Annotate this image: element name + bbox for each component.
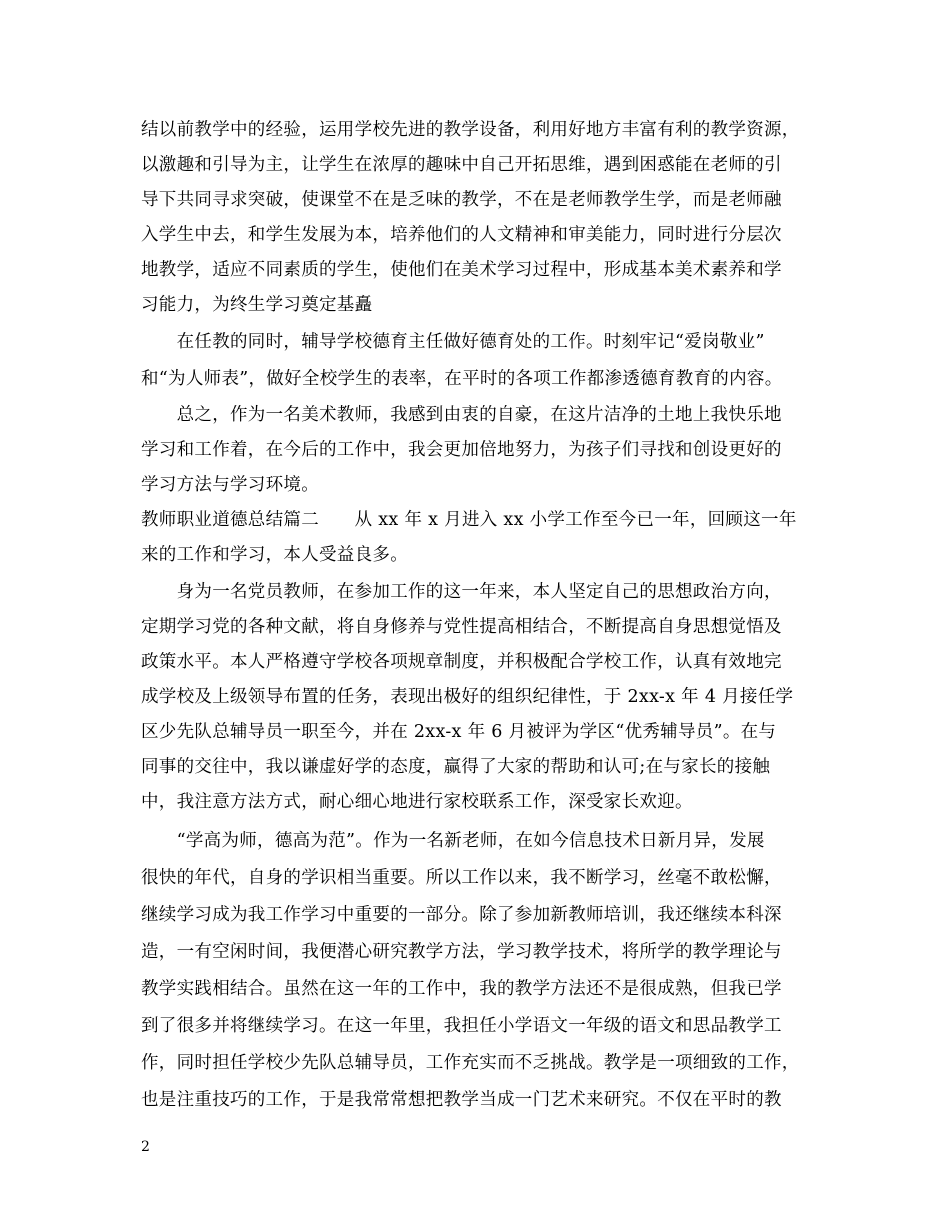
text-line: 身为一名党员教师，在参加工作的这一年来，本人坚定自己的思想政治方向， [141,582,782,602]
text-line: 也是注重技巧的工作，于是我常常想把教学当成一门艺术来研究。不仅在平时的教 [141,1090,782,1110]
text-line: 定期学习党的各种文献，将自身修养与党性提高相结合，不断提高自身思想觉悟及 [141,617,782,637]
text-line: 入学生中去，和学生发展为本，培养他们的人文精神和审美能力，同时进行分层次 [141,225,782,245]
text-line: 和“为人师表”，做好全校学生的表率，在平时的各项工作都渗透德育教育的内容。 [141,369,783,389]
text-line: 以激趣和引导为主，让学生在浓厚的趣味中自己开拓思维，遇到困惑能在老师的引 [141,155,782,175]
text-line: 地教学，适应不同素质的学生，使他们在美术学习过程中，形成基本美术素养和学 [141,260,782,280]
text-line: 结以前教学中的经验，运用学校先进的教学设备，利用好地方丰富有利的教学资源， [141,120,800,140]
text-line: 继续学习成为我工作学习中重要的一部分。除了参加新教师培训，我还继续本科深 [141,905,782,925]
text-line: 教学实践相结合。虽然在这一年的工作中，我的教学方法还不是很成熟，但我已学 [141,979,782,999]
text-line: 中，我注意方法方式，耐心细心地进行家校联系工作，深受家长欢迎。 [141,792,693,812]
text-line: 到了很多并将继续学习。在这一年里，我担任小学语文一年级的语文和思品教学工 [141,1016,782,1036]
text-line: 习能力，为终生学习奠定基矗 [141,295,373,315]
text-line: 政策水平。本人严格遵守学校各项规章制度，并积极配合学校工作，认真有效地完 [141,652,782,672]
text-line: 导下共同寻求突破，使课堂不在是乏味的教学，不在是老师教学生学，而是老师融 [141,190,782,210]
text-line: 同事的交往中，我以谦虚好学的态度，赢得了大家的帮助和认可;在与家长的接触 [141,757,771,777]
text-line: 来的工作和学习，本人受益良多。 [141,545,408,565]
text-line: 在任教的同时，辅导学校德育主任做好德育处的工作。时刻牢记“爱岗敬业” [141,332,765,352]
page-number: 2 [141,1139,150,1155]
text-line: 作，同时担任学校少先队总辅导员，工作充实而不乏挑战。教学是一项细致的工作， [141,1053,800,1073]
text-line: 区少先队总辅导员一职至今，并在 2xx-x 年 6 月被评为学区“优秀辅导员”。在与 [141,722,777,742]
text-line: 成学校及上级领导布置的任务，表现出极好的组织纪律性，于 2xx-x 年 4 月接任学 [141,687,794,707]
text-line: 很快的年代，自身的学识相当重要。所以工作以来，我不断学习，丝毫不敢松懈， [141,868,782,888]
text-line: 总之，作为一名美术教师，我感到由衷的自豪，在这片洁净的土地上我快乐地 [141,405,782,425]
text-line: 学习方法与学习环境。 [141,475,319,495]
text-line: “学高为师，德高为范”。作为一名新老师，在如今信息技术日新月异，发展 [141,831,765,851]
text-line: 造，一有空闲时间，我便潜心研究教学方法，学习教学技术，将所学的教学理论与 [141,942,782,962]
section-heading-line: 教师职业道德总结篇二 从 xx 年 x 月进入 xx 小学工作至今已一年，回顾这一年 [141,510,797,530]
text-line: 学习和工作着，在今后的工作中，我会更加倍地努力，为孩子们寻找和创设更好的 [141,440,782,460]
